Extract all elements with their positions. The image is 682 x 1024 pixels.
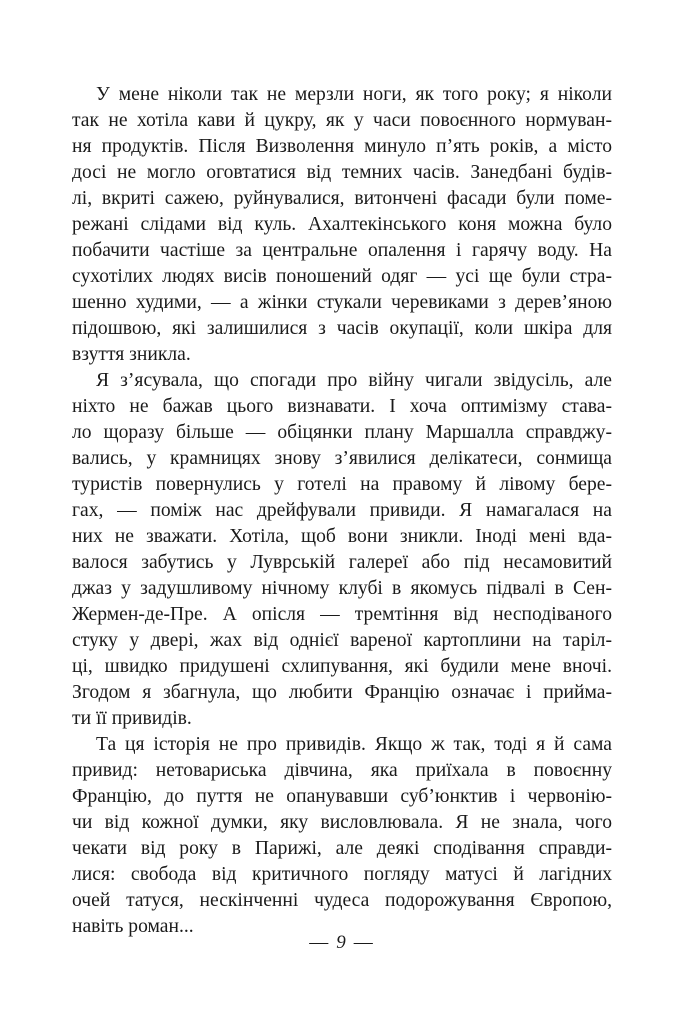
text-line: стуку у двері, жах від однієї вареної картоплини на таріл-: [72, 630, 612, 651]
text-line: них не зважати. Хотіла, щоб вони зникли. Іноді мені вда-: [72, 526, 612, 547]
text-line: вались, у крамницях знову з’явилися делікатеси, сонмища: [72, 448, 612, 469]
page-number-dash-right: —: [353, 932, 373, 953]
page-number-value: 9: [336, 932, 346, 953]
paragraph-3: [72, 732, 612, 940]
text-line: джаз у задушливому нічному клубі в якомусь підвалі в Сен-: [72, 578, 612, 599]
text-line: лі, вкриті сажею, руйнувалися, витончені фасади були поме-: [72, 188, 612, 209]
text-line: Та ця історія не про привидів. Якщо ж так, тоді я й сама: [96, 734, 612, 755]
text-line: ло щоразу більше — обіцянки плану Маршалла справджу-: [72, 422, 612, 443]
text-line: Жермен-де-Пре. А опісля — тремтіння від несподіваного: [72, 604, 612, 625]
text-line: чи від кожної думки, яку висловлювала. Я не знала, чого: [72, 812, 612, 833]
text-line: ніхто не бажав цього визнавати. І хоча оптимізму става-: [72, 396, 612, 417]
text-line: У мене ніколи так не мерзли ноги, як того року; я ніколи: [96, 84, 612, 105]
text-line: гах, — поміж нас дрейфували привиди. Я намагалася на: [72, 500, 612, 521]
text-line: підошвою, які залишилися з часів окупації, коли шкіра для: [72, 318, 612, 339]
page-number: [0, 932, 682, 954]
text-column: [72, 82, 612, 940]
text-line: так не хотіла кави й цукру, як у часи повоєнного нормуван-: [72, 110, 612, 131]
text-line: взуття зникла.: [72, 344, 191, 365]
page-number-dash-left: —: [309, 932, 329, 953]
text-line: Я з’ясувала, що спогади про війну чигали звідусіль, але: [96, 370, 612, 391]
paragraph-2: [72, 368, 612, 732]
text-line: ці, швидко придушені схлипування, які будили мене вночі.: [72, 656, 612, 677]
text-line: ня продуктів. Після Визволення минуло п’ять років, а місто: [72, 136, 612, 157]
text-line: досі не могло оговтатися від темних часів. Занедбані будів-: [72, 162, 612, 183]
text-line: валося забутись у Луврській галереї або під несамовитий: [72, 552, 612, 573]
text-line: навіть роман...: [72, 916, 194, 937]
text-line: туристів повернулись у готелі на правому й лівому бере-: [72, 474, 612, 495]
text-line: шенно худими, — а жінки стукали черевиками з дерев’яною: [72, 292, 612, 313]
text-line: сухотілих людях висів поношений одяг — усі ще були стра-: [72, 266, 612, 287]
text-line: режані слідами від куль. Ахалтекінського коня можна було: [72, 214, 612, 235]
text-line: лися: свобода від критичного погляду матусі й лагідних: [72, 864, 612, 885]
text-line: Згодом я збагнула, що любити Францію означає і прийма-: [72, 682, 612, 703]
paragraph-1: [72, 82, 612, 368]
text-line: чекати від року в Парижі, але деякі сподівання справди-: [72, 838, 612, 859]
text-line: привид: нетовариська дівчина, яка приїхала в повоєнну: [72, 760, 612, 781]
text-line: очей татуся, нескінченні чудеса подорожування Європою,: [72, 890, 612, 911]
text-line: побачити частіше за центральне опалення і гарячу воду. На: [72, 240, 612, 261]
text-line: ти її привидів.: [72, 708, 192, 729]
text-line: Францію, до пуття не опанувавши суб’юнктив і червонію-: [72, 786, 612, 807]
